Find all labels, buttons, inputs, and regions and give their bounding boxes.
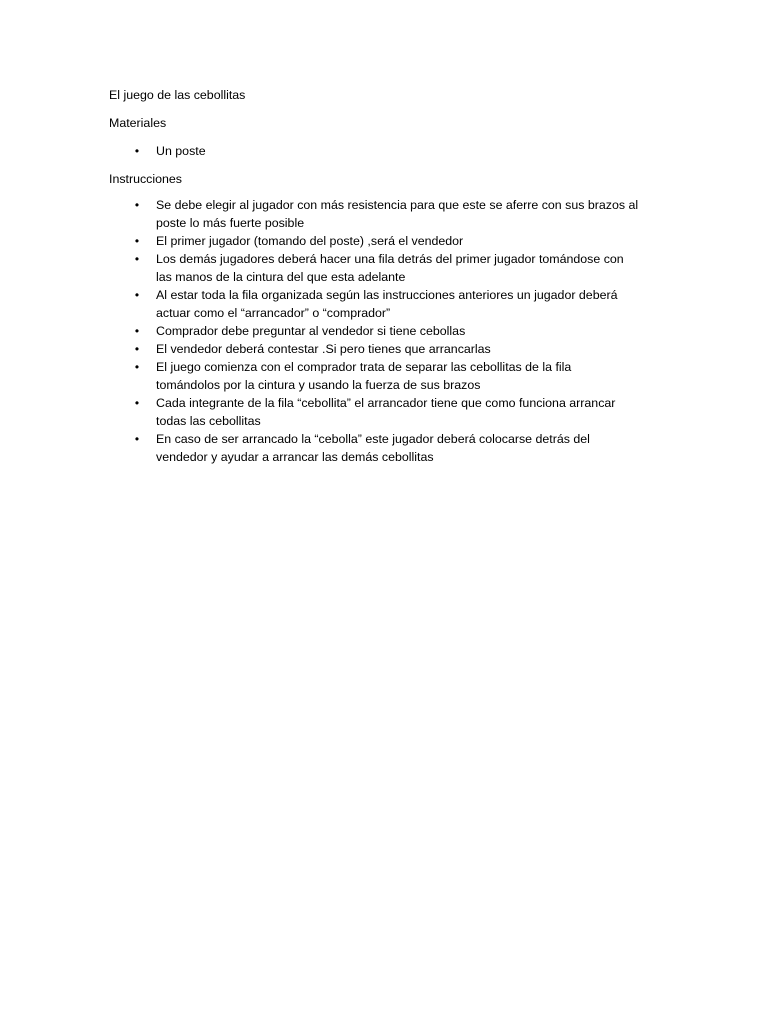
bullet-icon: • — [134, 432, 140, 446]
list-item — [109, 394, 669, 430]
list-item-line: poste lo más fuerte posible — [156, 216, 305, 230]
list-item-line: El juego comienza con el comprador trata de separar las cebollitas de la fila — [156, 360, 572, 374]
bullet-icon: • — [134, 324, 140, 338]
list-item — [109, 322, 669, 340]
list-item-line: tomándolos por la cintura y usando la fuerza de sus brazos — [156, 378, 481, 392]
list-item-line: actuar como el “arrancador” o “comprador” — [156, 306, 391, 320]
list-item-line: Al estar toda la fila organizada según las instrucciones anteriores un jugador deberá — [156, 288, 618, 302]
bullet-icon: • — [134, 288, 140, 302]
list-item-text: Un poste — [156, 144, 206, 158]
list-item-line: vendedor y ayudar a arrancar las demás cebollitas — [156, 450, 434, 464]
materials-heading: Materiales — [109, 116, 167, 130]
bullet-icon: • — [134, 252, 140, 266]
list-item-line: En caso de ser arrancado la “cebolla” este jugador deberá colocarse detrás del — [156, 432, 590, 446]
list-item-line: Se debe elegir al jugador con más resistencia para que este se aferre con sus brazos al — [156, 198, 639, 212]
list-item-line: todas las cebollitas — [156, 414, 261, 428]
list-item-line: El vendedor deberá contestar .Si pero tienes que arrancarlas — [156, 342, 491, 356]
list-item-line: Cada integrante de la fila “cebollita” el arrancador tiene que como funciona arrancar — [156, 396, 616, 410]
bullet-icon: • — [134, 360, 140, 374]
instructions-heading: Instrucciones — [109, 172, 183, 186]
document-title: El juego de las cebollitas — [109, 88, 246, 102]
materials-list — [109, 142, 669, 160]
bullet-icon: • — [134, 342, 140, 356]
list-item — [109, 340, 669, 358]
bullet-icon: • — [134, 144, 140, 158]
instructions-list — [109, 196, 669, 466]
bullet-icon: • — [134, 234, 140, 248]
list-item — [109, 286, 669, 322]
list-item-line: El primer jugador (tomando del poste) ,será el vendedor — [156, 234, 464, 248]
list-item — [109, 430, 669, 466]
list-item-line: Los demás jugadores deberá hacer una fila detrás del primer jugador tomándose con — [156, 252, 624, 266]
bullet-icon: • — [134, 198, 140, 212]
list-item-line: Comprador debe preguntar al vendedor si tiene cebollas — [156, 324, 466, 338]
list-item — [109, 196, 669, 232]
bullet-icon: • — [134, 396, 140, 410]
list-item — [109, 142, 669, 160]
list-item — [109, 250, 669, 286]
list-item-line: las manos de la cintura del que esta adelante — [156, 270, 406, 284]
list-item — [109, 232, 669, 250]
list-item — [109, 358, 669, 394]
